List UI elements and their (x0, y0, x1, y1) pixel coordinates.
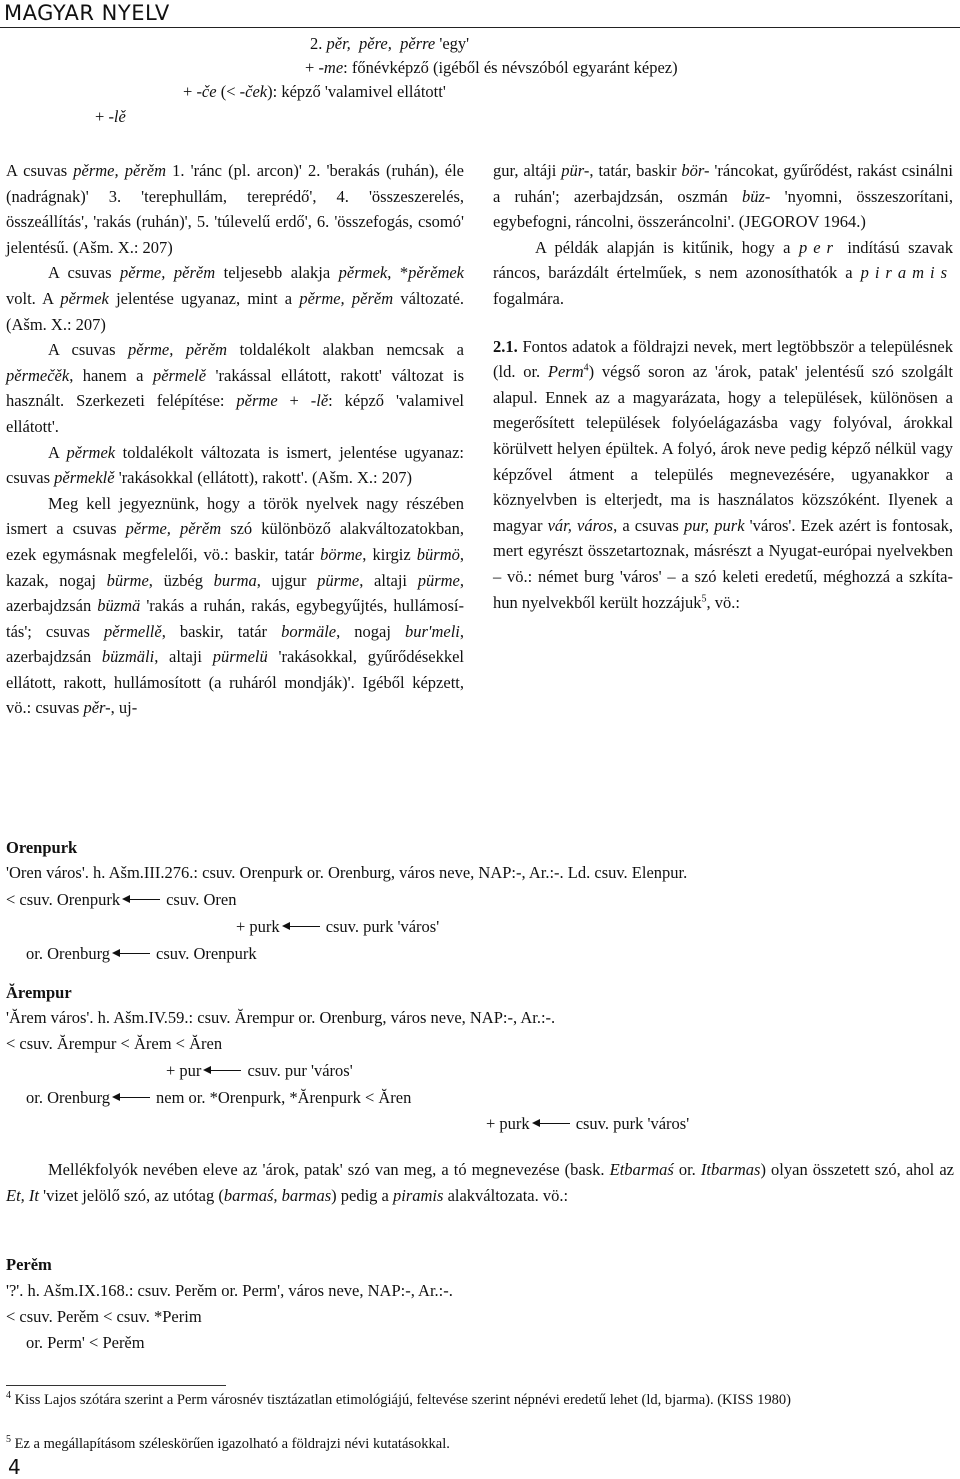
left-arrow-icon (114, 1097, 150, 1098)
footnote-4-text: Kiss Lajos szótára szerint a Perm városnév tisztázatlan etimológiájú, feltevése szerint népnévi eredetű lehet (ld, bjarma). (KISS 1980) (14, 1392, 791, 1408)
page-number: 4 (8, 1455, 21, 1479)
right-paragraph-3: 2.1. Fontos adatok a földrajzi nevek, mert legtöbbször a településnek (ld. or. Perm$^4$) végső soron az 'árok, patak' jelentésű szó szolgált alapul. Ennek az a magyarázata, hogy a települések, különösen a megerősített települések folyóelágazásba vagy folyóval, árokkal körülvett helyen épültek. A folyó, árok neve pedig képző nélkül vagy képzővel átment a település megnevezésére, ugyanakkor a köznyelvben is elterjedt, ma is használatos közszóként. Ilyenek a magyar vár, város, a csuvas pur, purk 'város'. Ezek azért is fontosak, mert egyrészt összetartoznak, másrészt a Nyugat-európai nyelvekben – vö.: német burg 'város' – a szó keleti eredetű, méghozzá a szkíta-hun nyelvekből került hozzájuk$^5$, vö.: (493, 336, 953, 612)
left-paragraph-5: Meg kell jegyeznünk, hogy a török nyelvek nagy részében ismert a csuvas pěrme, pěrěm szó különböző alakváltozatokban, ezek egymásnak megfelelői, vö.: baskir, tatár börme, kirgiz bürmö, kazak, nogaj bürme, üzbég burma, ujgur pürme, altaji pürme, azerbajdzsán büzmä 'rakás a ruhán, rakás, egybegyűjtés, hullámosítás'; csuvas pěrmellě, baskir, tatár bormäle, nogaj bur'meli, azerbajdzsán büzmäli, altaji pürmelü 'rakásokkal, gyűrődésekkel ellátott, rakott, hullámosított (a ruháról mondják)'. Igéből képzett, vö.: csuvas pěr-, uj- (6, 493, 465, 718)
perem-line-2: < csuv. Perěm < csuv. *Perim (6, 1307, 202, 1326)
morph-line-4: + -lě (95, 107, 126, 126)
orenpurk-d1-left: < csuv. Orenpurk (6, 890, 121, 909)
entry-title-orenpurk: Orenpurk (6, 838, 78, 857)
orenpurk-derivation-1 (6, 890, 237, 910)
left-arrow-icon (284, 926, 320, 927)
perem-line-1: '?'. h. Ašm.IX.168.: csuv. Perěm or. Perm', város neve, NAP:-, Ar.:-. (6, 1281, 453, 1300)
perem-line-3: or. Perm' < Perěm (26, 1333, 145, 1352)
left-paragraph-3: A csuvas pěrme, pěrěm toldalékolt alakban nemcsak a pěrmečěk, hanem a pěrmelě 'rakással ellátott, rakott' változat is használt. Szerkezeti felépítése: pěrme + -lě: képző 'valamivel ellátott'. (6, 340, 464, 436)
arempur-d4-right: csuv. purk 'város' (575, 1114, 690, 1133)
morph-line-2: + -me: főnévképző (igéből és névszóból egyaránt képez) (305, 58, 678, 77)
page-header (0, 0, 960, 28)
footnote-rule (6, 1385, 226, 1386)
orenpurk-derivation-3 (26, 944, 257, 964)
left-arrow-icon (124, 899, 160, 900)
arempur-derivation-4 (486, 1114, 689, 1134)
left-paragraph-4: A pěrmek toldalékolt változata is ismert, jelentése ugyanaz: csuvas pěrmeklě 'rakásokkal (ellátott), rakott'. (Ašm. X.: 207) (6, 442, 464, 488)
arempur-derivation-1: < csuv. Ărempur < Ărem < Ăren (6, 1034, 223, 1053)
left-paragraph-2: A csuvas pěrme, pěrěm teljesebb alakja pěrmek, *pěrěmek volt. A pěrmek jelentése ugyanaz, mint a pěrme, pěrěm változaté. (Ašm. X.: 207) (6, 263, 465, 334)
orenpurk-derivation-2 (236, 917, 439, 937)
footnote-5-mark: 5 (6, 1434, 11, 1446)
left-arrow-icon (534, 1123, 570, 1124)
arempur-d2-left: + pur (166, 1061, 202, 1080)
orenpurk-d2-left: + purk (236, 917, 280, 936)
left-column (6, 158, 464, 721)
orenpurk-d3-right: csuv. Orenpurk (156, 944, 257, 963)
mellekfolyok-paragraph: Mellékfolyók nevében eleve az 'árok, patak' szó van meg, a tó megnevezése (bask. Etbarmaś or. Itbarmas) olyan összetett szó, ahol az Et, It 'vizet jelölő szó, az utótag (barmaś, barmas) pedig a piramis alakváltozata. vö.: (6, 1160, 954, 1205)
header-rule (0, 27, 960, 28)
left-arrow-icon (205, 1070, 241, 1071)
arempur-d2-right: csuv. pur 'város' (247, 1061, 353, 1080)
entry-title-arempur: Ărempur (6, 983, 72, 1002)
morph-line-3: + -če (< -ček): képző 'valamivel ellátott' (183, 82, 446, 101)
footnote-5-text: Ez a megállapításom széleskörűen igazolható a földrajzi névi kutatásokkal. (14, 1436, 450, 1452)
orenpurk-d1-right: csuv. Oren (166, 890, 237, 909)
entry-title-perem: Perěm (6, 1255, 52, 1274)
orenpurk-d3-left: or. Orenburg (26, 944, 111, 963)
arempur-derivation-3 (26, 1088, 411, 1108)
right-column (493, 158, 953, 615)
footnote-5 (6, 1433, 954, 1455)
right-paragraph-1: gur, altáji pür-, tatár, baskir bör- 'ráncokat, gyűrődést, rakást csinálni a ruhán'; azerbajdzsán, oszmán büz- 'nyomni, összeszorítani, egybefogni, ráncolni, összeráncolni'. (JEGOROV 1964.) (493, 161, 954, 232)
left-paragraph-1: A csuvas pěrme, pěrěm 1. 'ránc (pl. arcon)' 2. 'berakás (ruhán), éle (nadrágnak)' 3. 'terephullám, tereprédő', 4. 'összeszerelés, összeállítás', 'rakás (ruhán)', 5. 'túlevelű erdő', 6. 'összefogás, csomó' jelentésű. (Ašm. X.: 207) (6, 161, 465, 257)
right-paragraph-2: A példák alapján is kitűnik, hogy a per indítású szavak ráncos, barázdált értelműek, s nem azonosíthatók a piramis fogalmára. (493, 237, 954, 308)
morph-line-1: 2. pěr, pěre, pěrre 'egy' (310, 34, 470, 53)
arempur-derivation-2 (166, 1061, 353, 1081)
footnote-4 (6, 1389, 954, 1411)
arempur-d4-left: + purk (486, 1114, 530, 1133)
arempur-d3-left: or. Orenburg (26, 1088, 111, 1107)
footnote-4-mark: 4 (6, 1390, 11, 1402)
orenpurk-line-1: 'Oren város'. h. Ašm.III.276.: csuv. Orenpurk or. Orenburg, város neve, NAP:-, Ar.:-. Ld. csuv. Elenpur. (6, 863, 688, 882)
journal-title: MAGYAR NYELV (4, 1, 170, 25)
arempur-line-1: 'Ărem város'. h. Ašm.IV.59.: csuv. Ărempur or. Orenburg, város neve, NAP:-, Ar.:-. (6, 1008, 556, 1027)
arempur-d3-right: nem or. *Orenpurk, *Ărenpurk < Ăren (156, 1088, 412, 1107)
orenpurk-d2-right: csuv. purk 'város' (325, 917, 440, 936)
left-arrow-icon (114, 953, 150, 954)
